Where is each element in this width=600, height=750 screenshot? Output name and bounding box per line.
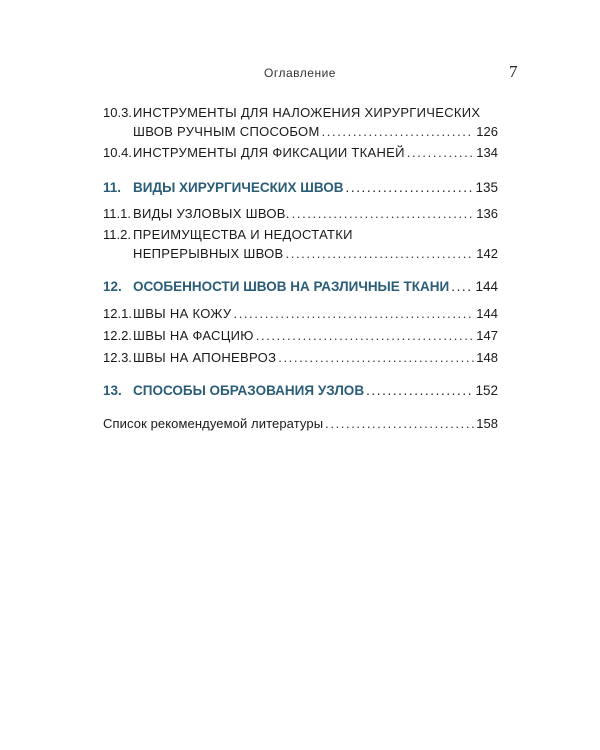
- chapter-title: СПОСОБЫ ОБРАЗОВАНИЯ УЗЛОВ: [133, 383, 365, 398]
- chapter-number: 12.: [103, 279, 122, 294]
- entry-page: 136: [476, 206, 498, 221]
- dot-leader: [286, 244, 475, 263]
- toc-entry-12-3[interactable]: [103, 348, 498, 367]
- entry-page: 158: [476, 416, 498, 431]
- entry-title-line2: ШВОВ РУЧНЫМ СПОСОБОМ: [133, 124, 320, 139]
- entry-title: Список рекомендуемой литературы: [103, 416, 324, 431]
- entry-number: 10.4.: [103, 145, 132, 160]
- toc-entry-10-4[interactable]: [103, 143, 498, 162]
- running-header: Оглавление: [264, 66, 336, 80]
- chapter-title: ВИДЫ ХИРУРГИЧЕСКИХ ШВОВ: [133, 180, 344, 195]
- entry-number: 12.1.: [103, 306, 132, 321]
- toc-entry-10-3[interactable]: [103, 103, 498, 141]
- chapter-page: 152: [475, 383, 498, 398]
- dot-leader: [346, 178, 474, 197]
- chapter-number: 13.: [103, 383, 122, 398]
- entry-title: ИНСТРУМЕНТЫ ДЛЯ ФИКСАЦИИ ТКАНЕЙ: [133, 145, 405, 160]
- entry-page: 144: [476, 306, 498, 321]
- entry-title-line1: ИНСТРУМЕНТЫ ДЛЯ НАЛОЖЕНИЯ ХИРУРГИЧЕСКИХ: [133, 105, 481, 120]
- entry-number: 11.1.: [103, 206, 131, 221]
- toc-entry-12-2[interactable]: [103, 326, 498, 345]
- entry-title: ВИДЫ УЗЛОВЫХ ШВОВ.: [133, 206, 290, 221]
- toc-entry-11-2[interactable]: [103, 225, 498, 263]
- entry-page: 126: [476, 124, 498, 139]
- dot-leader: [256, 326, 475, 345]
- entry-title: ШВЫ НА ФАСЦИЮ: [133, 328, 254, 343]
- chapter-page: 144: [475, 279, 498, 294]
- chapter-number: 11.: [103, 180, 122, 195]
- entry-page: 142: [476, 246, 498, 261]
- dot-leader: [451, 277, 473, 296]
- entry-number: 11.2.: [103, 227, 131, 242]
- entry-title: ШВЫ НА АПОНЕВРОЗ: [133, 350, 277, 365]
- entry-number: 10.3.: [103, 105, 132, 120]
- entry-page: 148: [476, 350, 498, 365]
- toc-chapter-12[interactable]: [103, 277, 498, 296]
- entry-number: 12.2.: [103, 328, 132, 343]
- entry-number: 12.3.: [103, 350, 132, 365]
- entry-page: 147: [476, 328, 498, 343]
- table-of-contents: [103, 103, 498, 433]
- dot-leader: [292, 204, 475, 223]
- dot-leader: [325, 414, 474, 433]
- dot-leader: [407, 143, 475, 162]
- dot-leader: [366, 381, 473, 400]
- dot-leader: [278, 348, 474, 367]
- entry-title: ШВЫ НА КОЖУ: [133, 306, 232, 321]
- toc-entry-11-1[interactable]: [103, 204, 498, 223]
- entry-page: 134: [476, 145, 498, 160]
- dot-leader: [233, 304, 474, 323]
- chapter-page: 135: [475, 180, 498, 195]
- chapter-title: ОСОБЕННОСТИ ШВОВ НА РАЗЛИЧНЫЕ ТКАНИ: [133, 279, 450, 294]
- toc-entry-12-1[interactable]: [103, 304, 498, 323]
- toc-entry-literature[interactable]: [103, 414, 498, 433]
- dot-leader: [322, 122, 475, 141]
- entry-title-line2: НЕПРЕРЫВНЫХ ШВОВ: [133, 246, 284, 261]
- toc-chapter-11[interactable]: [103, 178, 498, 197]
- entry-title-line1: ПРЕИМУЩЕСТВА И НЕДОСТАТКИ: [133, 227, 353, 242]
- page-number: 7: [509, 62, 518, 81]
- toc-chapter-13[interactable]: [103, 381, 498, 400]
